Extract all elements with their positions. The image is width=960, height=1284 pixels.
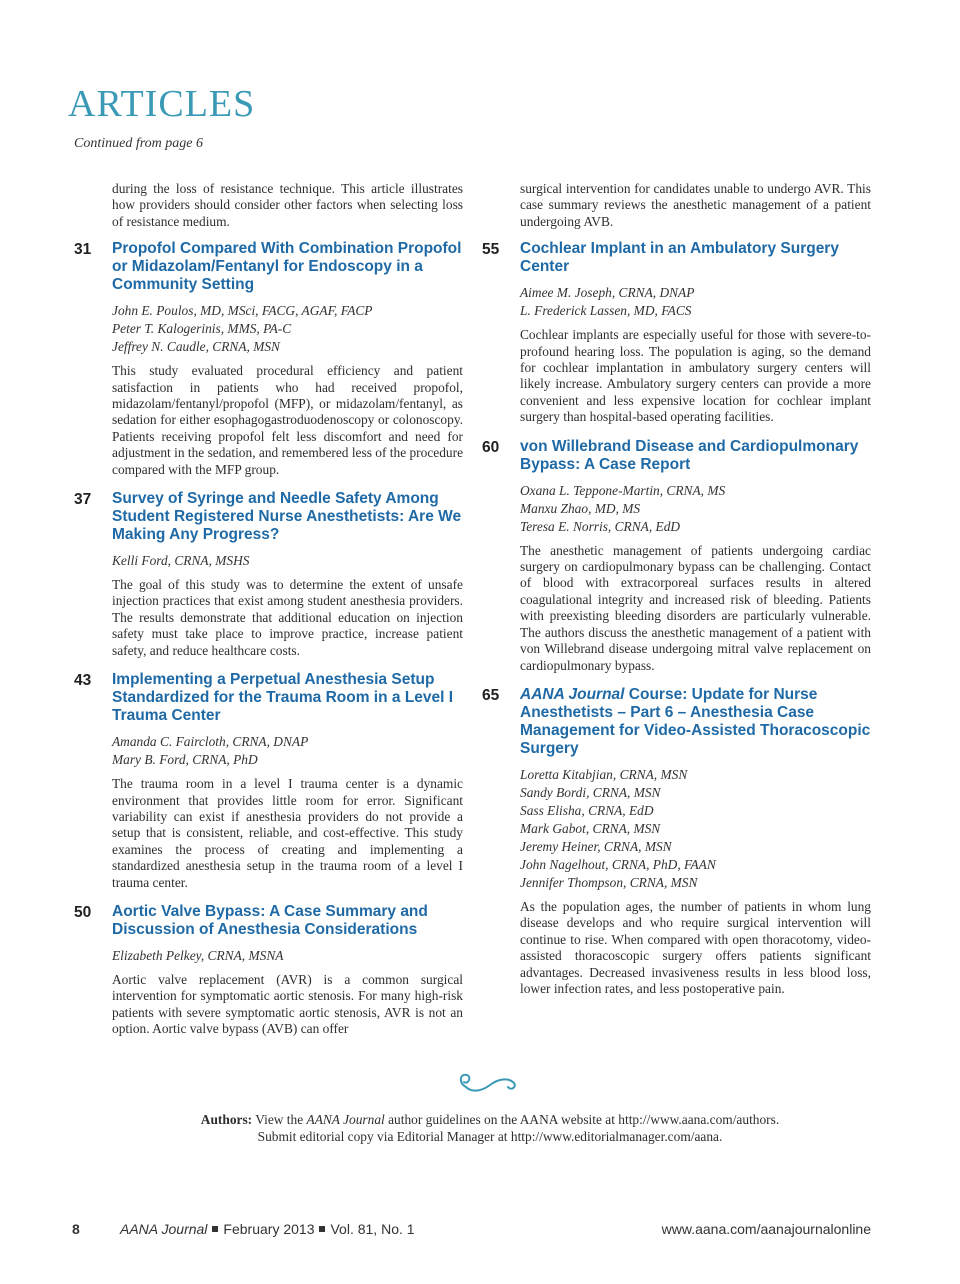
- author: Jeffrey N. Caudle, CRNA, MSN: [112, 339, 280, 355]
- article-authors: [520, 766, 871, 892]
- article-title[interactable]: Cochlear Implant in an Ambulatory Surgery Center: [520, 240, 839, 276]
- article-31: [74, 240, 464, 478]
- article-37: [74, 490, 463, 659]
- article-authors: [112, 552, 463, 570]
- article-authors: [520, 284, 871, 320]
- article-abstract: This study evaluated procedural efficiency and patient satisfaction in patients who had received propofol, midazolam/fentanyl/propofol (MFP), or midazolam/fentanyl, as sedation for either esophagogastroduodenoscopy or colonoscopy. Patients receiving propofol felt less discomfort and need for adjustment in the sedation, and remembered less of the procedure compared with the MFP group.: [112, 363, 464, 477]
- article-title[interactable]: von Willebrand Disease and Cardiopulmonary Bypass: A Case Report: [520, 437, 859, 473]
- author: Manxu Zhao, MD, MS: [520, 500, 641, 516]
- left-column: [74, 181, 464, 1038]
- article-authors: [112, 302, 463, 356]
- article-43: [74, 671, 463, 891]
- journal-citation: [120, 1221, 415, 1237]
- author: Mark Gabot, CRNA, MSN: [520, 820, 661, 836]
- authors-note-text: View the: [252, 1112, 307, 1127]
- page-footer: [0, 1221, 960, 1241]
- article-50: [74, 902, 463, 1038]
- article-title-text: Course: Update for Nurse Anesthetists – Part 6 – Anesthesia Case Management for Video-Assisted Thoracoscopic Surgery: [520, 685, 871, 757]
- article-abstract: The anesthetic management of patients undergoing cardiac surgery on cardiopulmonary bypass can be challenging. Contact of blood with extracorporeal surfaces results in altered coagulational integrity and increased risk of bleeding. Patients with preexisting bleeding disorders are particularly vulnerable. The authors discuss the anesthetic management of a patient with von Willebrand disease undergoing mitral valve replacement on cardiopulmonary bypass.: [520, 542, 871, 673]
- article-abstract: The goal of this study was to determine the extent of unsafe injection practices that exist among student anesthesia providers. The results demonstrate that additional education on injection safety must take place to improve practice, increase patient safety, and reduce healthcare costs.: [112, 577, 463, 658]
- article-page-number: 37: [74, 491, 92, 509]
- article-authors: [112, 947, 463, 965]
- author: Kelli Ford, CRNA, MSHS: [112, 553, 250, 569]
- article-page-number: 60: [482, 438, 500, 456]
- author: Teresa E. Norris, CRNA, EdD: [520, 518, 681, 534]
- section-heading: ARTICLES: [68, 83, 256, 125]
- journal-name-italic: AANA Journal: [520, 685, 625, 703]
- square-bullet-icon: [212, 1226, 218, 1232]
- article-abstract: Cochlear implants are especially useful for those with severe-to-profound hearing loss. The population is aging, so the demand for cochlear implantation in ambulatory surgery centers will likely increase. Ambulatory surgery centers can provide a more convenient and less expensive location for cochlear implant surgery than hospital-based operating facilities.: [520, 327, 871, 425]
- right-column: [482, 181, 871, 997]
- swirl-ornament-icon: [454, 1069, 518, 1099]
- article-page-number: 50: [74, 903, 92, 921]
- article-65: [482, 685, 871, 997]
- author: Sass Elisha, CRNA, EdD: [520, 802, 654, 818]
- article-abstract: The trauma room in a level I trauma center is a dynamic environment that provides little room for error. Significant variability can exist if anesthesia providers do not provide a setup that is consistent, reliable, and cost-effective. This study examines the process of creating and implementing a standardized anesthesia setup in the trauma room of a level I trauma center.: [112, 776, 463, 890]
- article-authors: [520, 482, 871, 536]
- author: Elizabeth Pelkey, CRNA, MSNA: [112, 947, 284, 963]
- article-title[interactable]: Aortic Valve Bypass: A Case Summary and Discussion of Anesthesia Considerations: [112, 902, 428, 938]
- author: Mary B. Ford, CRNA, PhD: [112, 752, 258, 768]
- article-abstract: As the population ages, the number of patients in whom lung disease develops and who require surgical intervention will continue to rise. When compared with open thoracotomy, video-assisted thoracoscopic surgery offers patients significant advantages. Decreased invasiveness results in less blood loss, lower infection rates, and less postoperative pain.: [520, 898, 871, 996]
- article-page-number: 65: [482, 686, 500, 704]
- author: John E. Poulos, MD, MSci, FACG, AGAF, FACP: [112, 303, 373, 319]
- website-link[interactable]: www.aana.com/aanajournalonline: [661, 1221, 871, 1237]
- continued-text: surgical intervention for candidates unable to undergo AVR. This case summary reviews the anesthetic management of a patient undergoing AVB.: [520, 181, 871, 229]
- author: Amanda C. Faircloth, CRNA, DNAP: [112, 734, 309, 750]
- article-55: [482, 240, 871, 425]
- author: L. Frederick Lassen, MD, FACS: [520, 303, 692, 319]
- article-page-number: 55: [482, 241, 500, 259]
- journal-name-italic: AANA Journal: [306, 1112, 385, 1127]
- article-60: [482, 437, 871, 674]
- author: Oxana L. Teppone-Martin, CRNA, MS: [520, 482, 726, 498]
- volume: Vol. 81, No. 1: [330, 1221, 415, 1237]
- author: Peter T. Kalogerinis, MMS, PA-C: [112, 321, 292, 337]
- author: John Nagelhout, CRNA, PhD, FAAN: [520, 856, 716, 872]
- article-page-number: 43: [74, 672, 92, 690]
- article-abstract: Aortic valve replacement (AVR) is a common surgical intervention for symptomatic aortic stenosis. For many high-risk patients with severe symptomatic aortic stenosis, AVR is not an option. Aortic valve bypass (AVB) can offer: [112, 971, 463, 1037]
- editorial-manager-link[interactable]: Submit editorial copy via Editorial Manager at http://www.editorialmanager.com/aana.: [257, 1129, 723, 1144]
- issue-date: February 2013: [223, 1221, 315, 1237]
- continued-text: during the loss of resistance technique. This article illustrates how providers should consider other factors when selecting loss of resistance medium.: [112, 181, 463, 229]
- article-authors: [112, 733, 463, 769]
- journal-name: AANA Journal: [120, 1221, 208, 1237]
- square-bullet-icon: [319, 1226, 325, 1232]
- author: Sandy Bordi, CRNA, MSN: [520, 784, 661, 800]
- authors-note: [100, 1111, 880, 1145]
- article-title[interactable]: Survey of Syringe and Needle Safety Among Student Registered Nurse Anesthetists: Are We Making Any Progress?: [112, 490, 462, 544]
- authors-note-label: Authors:: [200, 1112, 253, 1127]
- author: Jeremy Heiner, CRNA, MSN: [520, 838, 672, 854]
- authors-note-link[interactable]: author guidelines on the AANA website at http://www.aana.com/authors.: [384, 1112, 780, 1127]
- article-title[interactable]: Propofol Compared With Combination Propofol or Midazolam/Fentanyl for Endoscopy in a Community Setting: [112, 240, 462, 294]
- article-title[interactable]: [520, 686, 871, 758]
- article-page-number: 31: [74, 241, 92, 259]
- page-number: 8: [72, 1221, 80, 1237]
- article-title[interactable]: Implementing a Perpetual Anesthesia Setup Standardized for the Trauma Room in a Level I Trauma Center: [112, 671, 454, 725]
- author: Aimee M. Joseph, CRNA, DNAP: [520, 285, 695, 301]
- author: Loretta Kitabjian, CRNA, MSN: [520, 766, 688, 782]
- continued-note: Continued from page 6: [74, 136, 203, 151]
- author: Jennifer Thompson, CRNA, MSN: [520, 874, 698, 890]
